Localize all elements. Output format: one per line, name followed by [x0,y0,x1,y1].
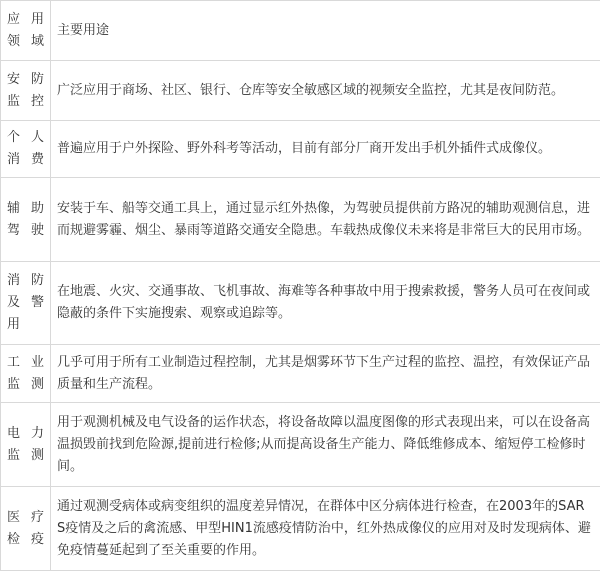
field-cell: 辅助驾驶 [1,178,51,262]
field-cell: 医疗检疫 [1,487,51,571]
desc-cell: 安装于车、船等交通工具上，通过显示红外热像，为驾驶员提供前方路况的辅助观测信息，进而规避雾霾、烟尘、暴雨等道路交通安全隐患。车载热成像仪未来将是非常巨大的民用市场。 [51,178,600,262]
desc-cell: 用于观测机械及电气设备的运作状态，将设备故障以温度图像的形式表现出来，可以在设备高温损毁前找到危险源,提前进行检修;从而提高设备生产能力、降低维修成本、缩短停工检修时间。 [51,403,600,487]
table-row [1,262,600,345]
table-row-header [1,1,600,61]
desc-cell: 普遍应用于户外探险、野外科考等活动，目前有部分厂商开发出手机外插件式成像仪。 [51,121,600,178]
desc-cell: 在地震、火灾、交通事故、飞机事故、海难等各种事故中用于搜索救援，警务人员可在夜间或隐蔽的条件下实施搜索、观察或追踪等。 [51,262,600,345]
table-row [1,487,600,571]
desc-cell: 主要用途 [51,1,600,61]
field-cell: 电力监测 [1,403,51,487]
field-cell: 安防监控 [1,61,51,121]
table-row [1,403,600,487]
desc-cell: 广泛应用于商场、社区、银行、仓库等安全敏感区域的视频安全监控，尤其是夜间防范。 [51,61,600,121]
field-cell: 工业监测 [1,345,51,403]
desc-cell: 通过观测受病体或病变组织的温度差异情况，在群体中区分病体进行检查，在2003年的SARS疫情及之后的禽流感、甲型HIN1流感疫情防治中，红外热成像仪的应用对及时发现病体、避免疫情蔓延起到了至关重要的作用。 [51,487,600,571]
table-row [1,61,600,121]
table-row [1,178,600,262]
table-row [1,121,600,178]
field-cell: 个人消费 [1,121,51,178]
field-cell: 应用领域 [1,1,51,61]
desc-cell: 几乎可用于所有工业制造过程控制，尤其是烟雾环节下生产过程的监控、温控，有效保证产品质量和生产流程。 [51,345,600,403]
field-cell: 消防及警用 [1,262,51,345]
table-row [1,345,600,403]
